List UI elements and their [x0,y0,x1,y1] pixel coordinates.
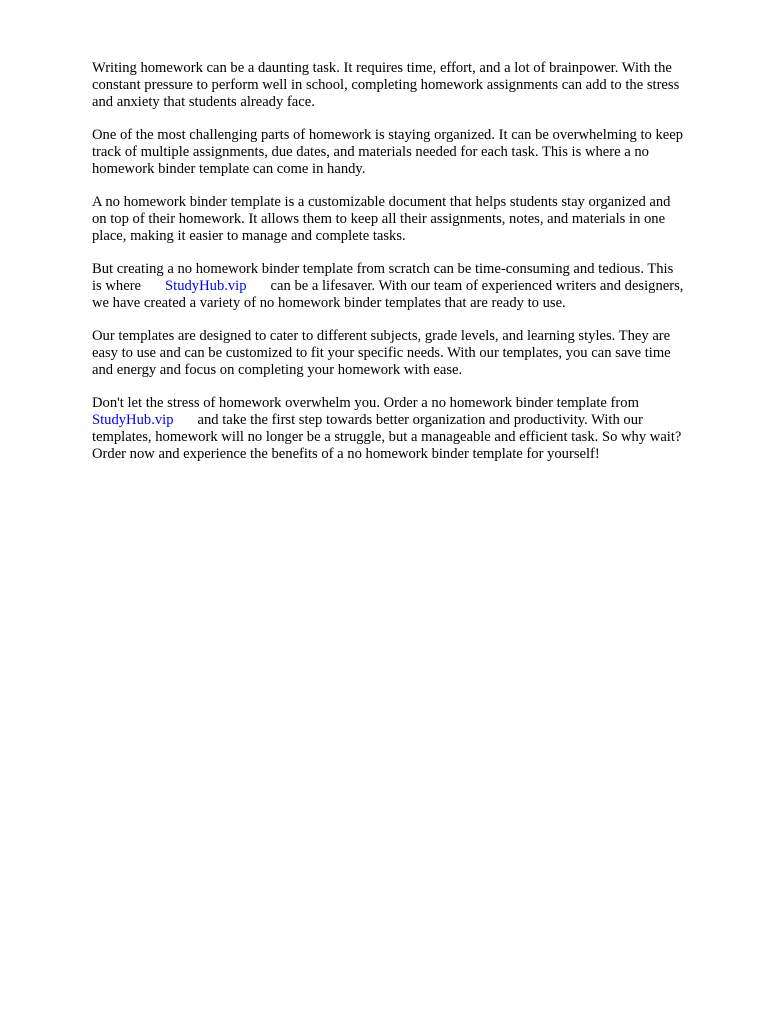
studyhub-link[interactable]: StudyHub.vip [165,278,247,294]
text-line [92,412,732,429]
text-line: Writing homework can be a daunting task. It requires time, effort, and a lot of brainpower. With the [92,60,672,76]
text-line: constant pressure to perform well in school, completing homework assignments can add to the stress [92,77,680,93]
text-line: But creating a no homework binder template from scratch can be time-consuming and tedious. This [92,261,674,277]
paragraph-intro [92,60,732,111]
text-segment: and take the first step towards better organization and productivity. With our [197,412,643,428]
paragraph-studyhub-intro [92,261,732,312]
text-line: One of the most challenging parts of homework is staying organized. It can be overwhelming to keep [92,127,684,143]
text-line: Order now and experience the benefits of a no homework binder template for yourself! [92,446,600,462]
text-line [92,278,732,295]
text-line: and anxiety that students already face. [92,94,315,110]
text-segment: is where [92,278,142,294]
text-line: on top of their homework. It allows them to keep all their assignments, notes, and materials in one [92,211,666,227]
paragraph-templates-features [92,328,732,379]
text-line: easy to use and can be customized to fit your specific needs. With our templates, you can save time [92,345,671,361]
paragraph-organization [92,127,732,178]
text-line: Our templates are designed to cater to different subjects, grade levels, and learning styles. They are [92,328,671,344]
text-line: Don't let the stress of homework overwhelm you. Order a no homework binder template from [92,395,639,411]
text-line: place, making it easier to manage and complete tasks. [92,228,406,244]
text-line: A no homework binder template is a customizable document that helps students stay organized and [92,194,671,210]
text-line: and energy and focus on completing your homework with ease. [92,362,463,378]
paragraph-call-to-action [92,395,732,463]
text-line: templates, homework will no longer be a struggle, but a manageable and efficient task. So why wait? [92,429,682,445]
studyhub-link[interactable]: StudyHub.vip [92,412,174,428]
document-page [92,60,732,479]
text-line: we have created a variety of no homework binder templates that are ready to use. [92,295,566,311]
text-segment: can be a lifesaver. With our team of experienced writers and designers, [270,278,684,294]
text-line: homework binder template can come in handy. [92,161,366,177]
text-line: track of multiple assignments, due dates, and materials needed for each task. This is where a no [92,144,649,160]
paragraph-template-definition [92,194,732,245]
